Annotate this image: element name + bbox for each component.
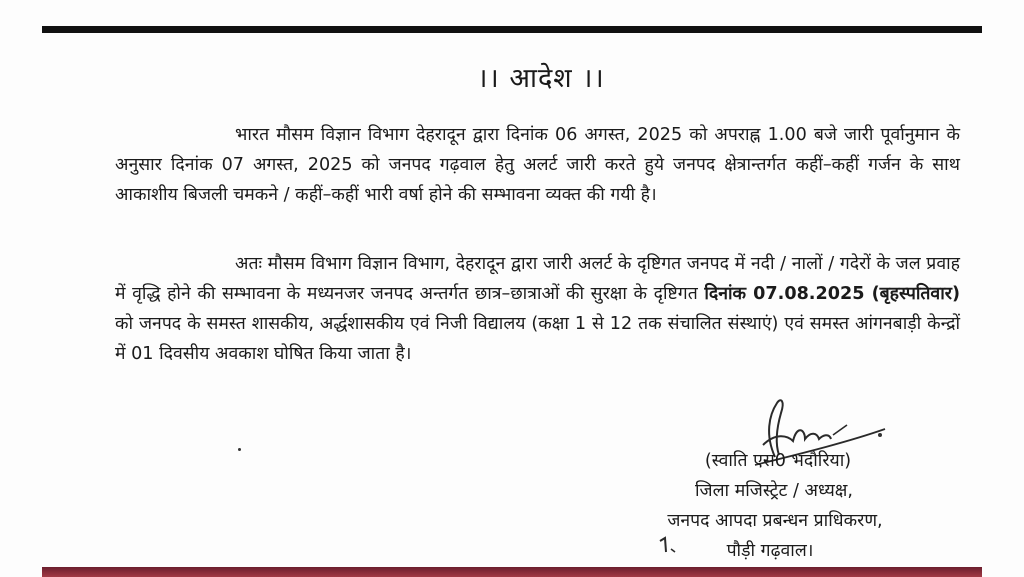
signatory-designation: जिला मजिस्ट्रेट / अध्यक्ष, xyxy=(695,481,853,501)
top-border-rule xyxy=(42,26,982,33)
paragraph-holiday-order xyxy=(115,249,960,369)
order-title: ।। आदेश ।। xyxy=(477,63,605,94)
paragraph-holiday-part-1: अतः मौसम विभाग विज्ञान विभाग, देहरादून द्वारा जारी अलर्ट के दृष्टिगत जनपद में नदी / नालों / गदेरों के जल प्रवाह में वृद्धि होने की सम्भावना के मध्यनजर जनपद अन्तर्गत छात्र–छात्राओं की सुरक्षा के दृष्टिगत xyxy=(115,254,960,304)
signatory-name: (स्वाति एस0 भदौरिया) xyxy=(704,451,852,471)
paragraph-forecast: भारत मौसम विज्ञान विभाग देहरादून द्वारा दिनांक 06 अगस्त, 2025 को अपराह्न 1.00 बजे जारी पूर्वानुमान के अनुसार दिनांक 07 अगस्त, 2025 को जनपद गढ़वाल हेतु अलर्ट जारी करते हुये जनपद क्षेत्रान्तर्गत कहीं–कहीं गर्जन के साथ आकाशीय बिजली चमकने / कहीं–कहीं भारी वर्षा होने की सम्भावना व्यक्त की गयी है। xyxy=(115,125,960,205)
holiday-date: दिनांक 07.08.2025 (बृहस्पतिवार) xyxy=(704,284,960,304)
speck-mark xyxy=(238,448,241,451)
paragraph-holiday-part-2: को जनपद के समस्त शासकीय, अर्द्धशासकीय एवं निजी विद्यालय (कक्षा 1 से 12 तक संचालित संस्थाएं) एवं समस्त आंगनबाड़ी केन्द्रों में 01 दिवसीय अवकाश घोषित किया जाता है। xyxy=(115,314,960,364)
bottom-border-rule xyxy=(42,567,982,577)
signatory-organization: जनपद आपदा प्रबन्धन प्राधिकरण, xyxy=(667,511,883,531)
signatory-place: पौड़ी गढ़वाल। xyxy=(726,541,814,561)
initial-mark xyxy=(657,535,679,555)
